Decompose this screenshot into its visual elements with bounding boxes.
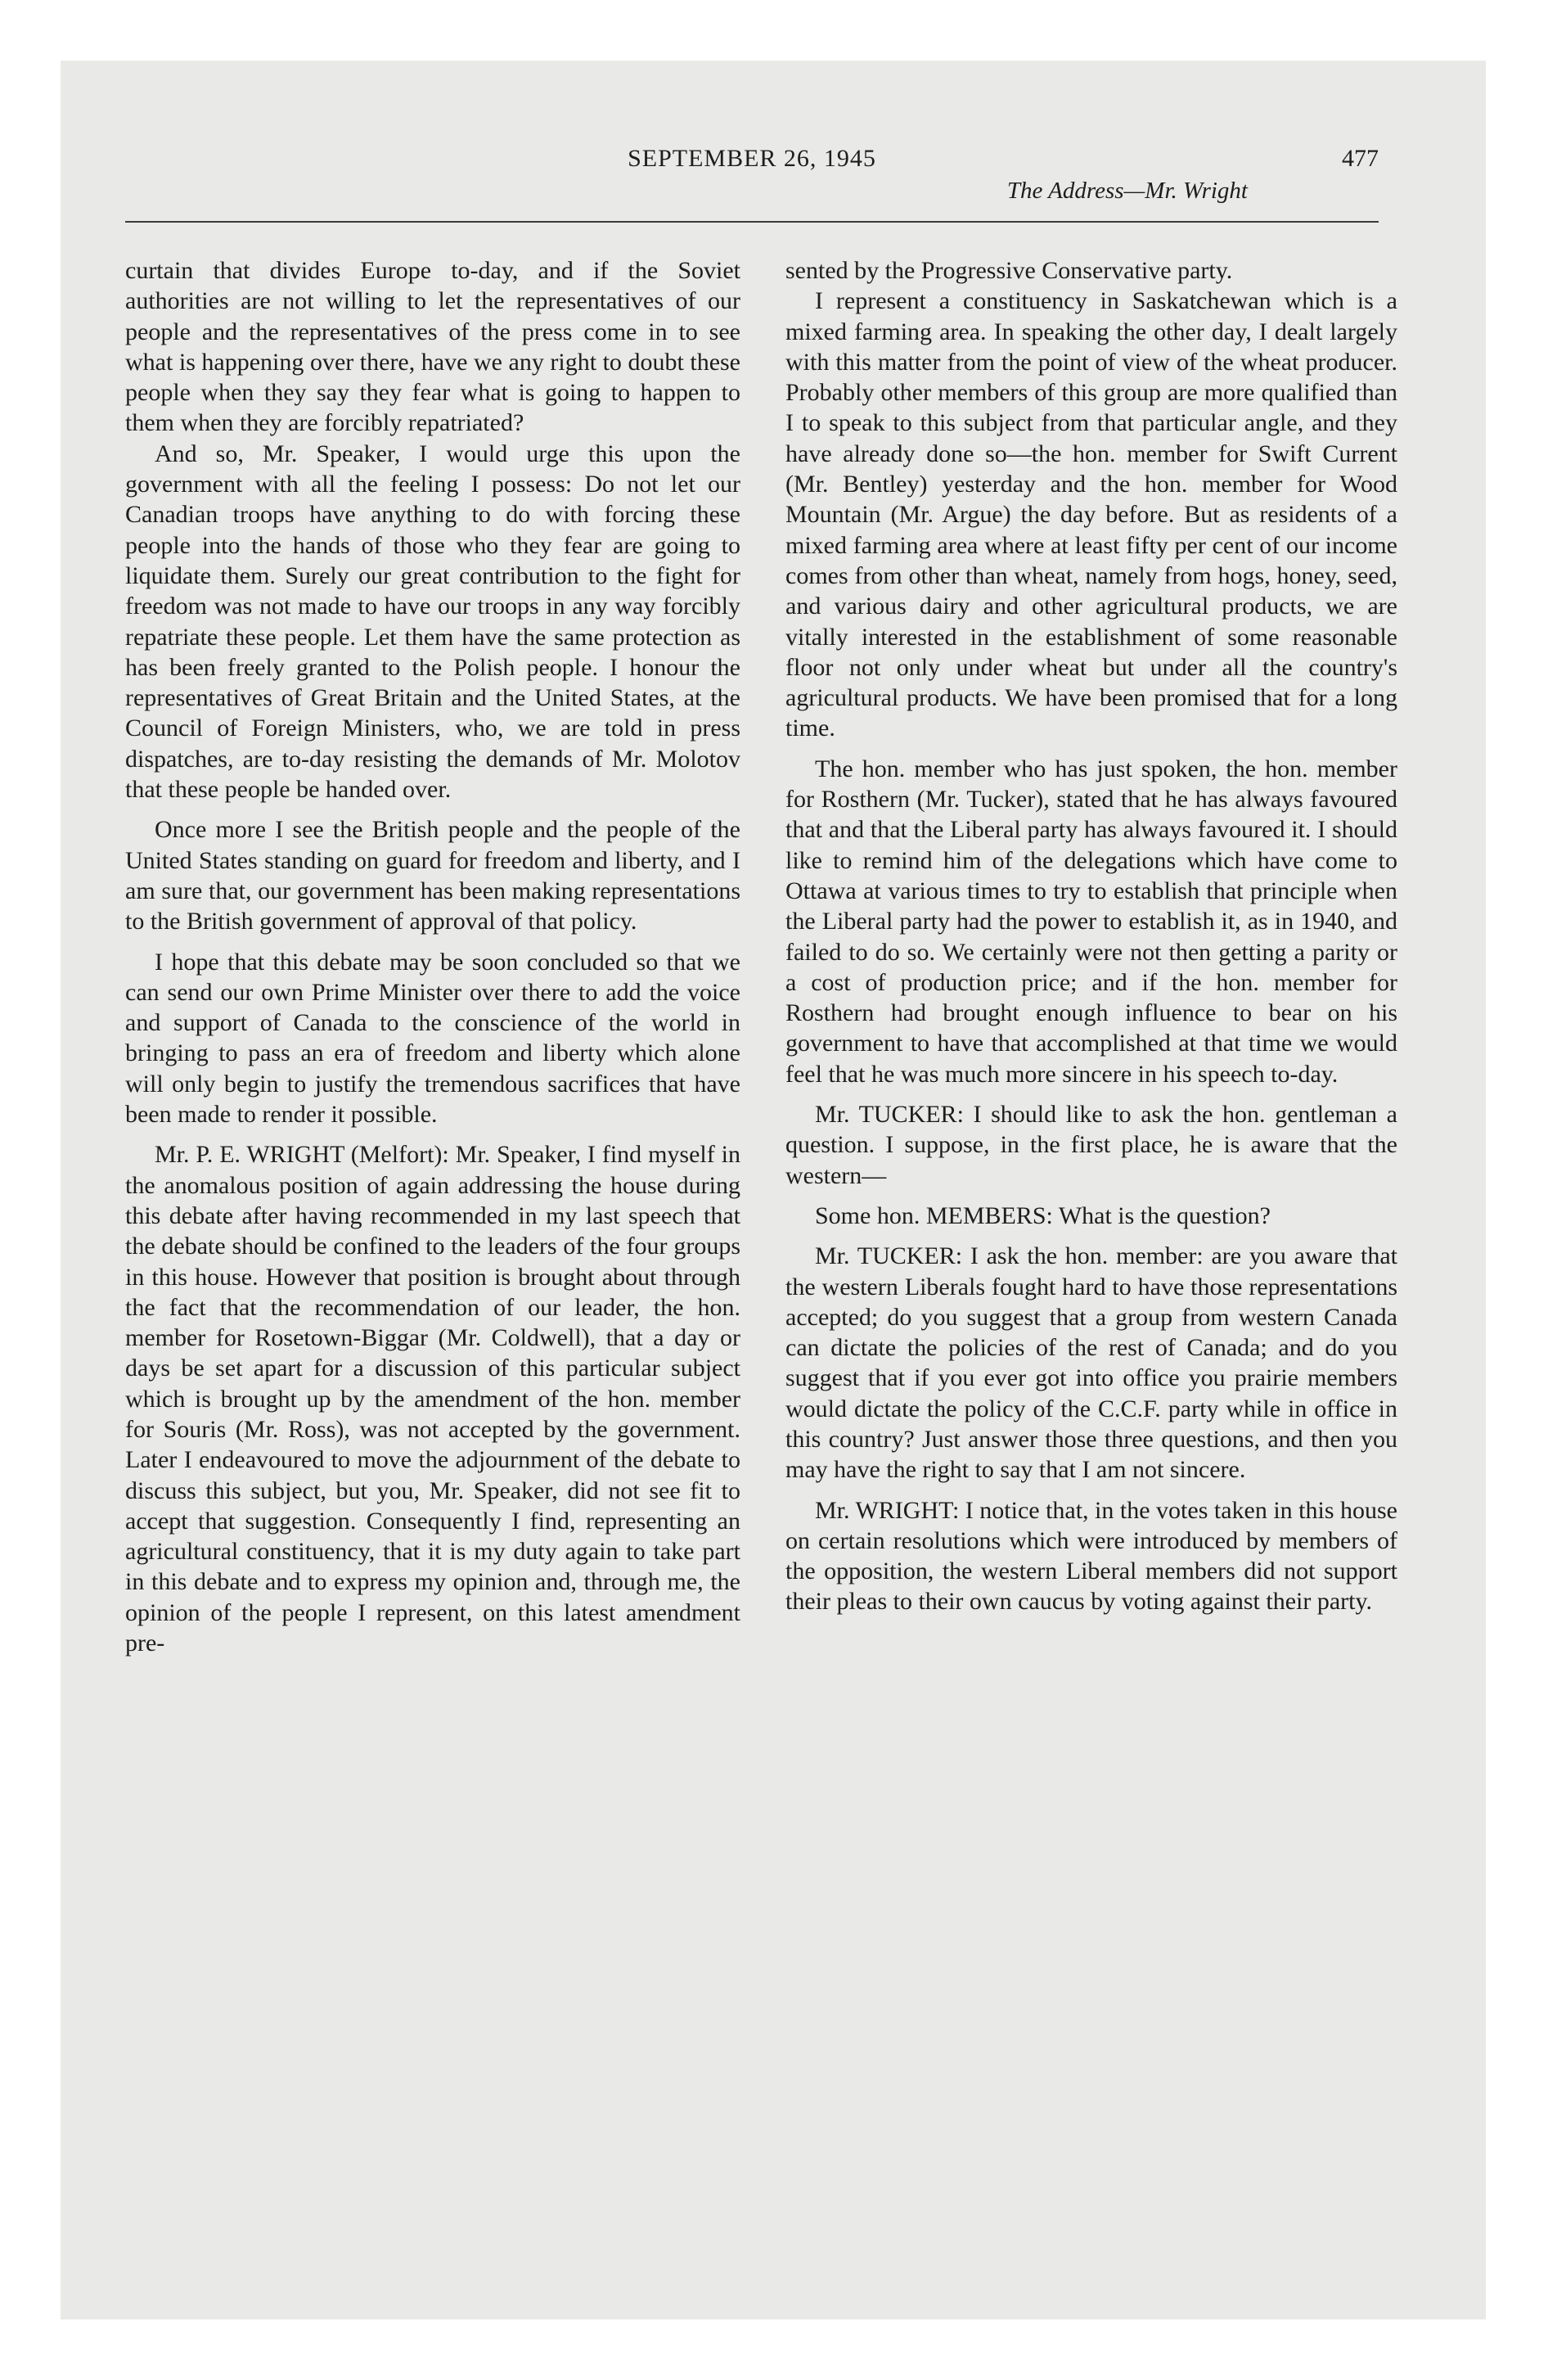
right-column xyxy=(785,255,1397,1617)
left-column xyxy=(125,255,740,1658)
header-date: SEPTEMBER 26, 1945 xyxy=(628,145,876,172)
paragraph: Mr. WRIGHT: I notice that, in the votes taken in this house on certain resolutions which were introduced by members of the opposition, the western Liberal members did not support their pleas to their own caucus by voting against their party. xyxy=(785,1496,1398,1616)
paragraph: Mr. TUCKER: I ask the hon. member: are you aware that the western Liberals fought hard to have those representations accepted; do you suggest that a group from western Canada can dictate the policies of the rest of Canada; and do you suggest that if you ever got into office you prairie members would dictate the policy of the C.C.F. party while in office in this country? Just answer those three questions, and then you may have the right to say that I am not sincere. xyxy=(785,1242,1397,1484)
paragraph: sented by the Progressive Conservative party. xyxy=(785,257,1233,284)
header-subtitle: The Address—Mr. Wright xyxy=(1006,178,1248,204)
paragraph: Once more I see the British people and the people of the United States standing on guard for freedom and liberty, and I am sure that, our government has been making representations to the British government of approval of that policy. xyxy=(125,816,740,935)
header-rule xyxy=(125,221,1379,223)
paragraph: The hon. member who has just spoken, the hon. member for Rosthern (Mr. Tucker), stated that he has always favoured that and that the Liberal party has always favoured it. I should like to remind him of the delegations which have come to Ottawa at various times to try to establish that principle when the Liberal party had the power to establish it, as in 1940, and failed to do so. We certainly were not then getting a parity or a cost of production price; and if the hon. member for Rosthern had brought enough influence to bear on his government to have that accomplished at that time we would feel that he was much more sincere in his speech to-day. xyxy=(785,755,1397,1088)
paragraph: Mr. P. E. WRIGHT (Melfort): Mr. Speaker, I find myself in the anomalous position of again addressing the house during this debate after having recommended in my last speech that the debate should be confined to the leaders of the four groups in this house. However that position is brought about through the fact that the recommendation of our leader, the hon. member for Rosetown-Biggar (Mr. Coldwell), that a day or days be set apart for a discussion of this particular subject which is brought up by the amendment of the hon. member for Souris (Mr. Ross), was not accepted by the government. Later I endeavoured to move the adjournment of the debate to discuss this subject, but you, Mr. Speaker, did not see fit to accept that suggestion. Consequently I find, representing an agricultural constituency, that it is my duty again to take part in this debate and to express my opinion and, through me, the opinion of the people I represent, on this latest amendment pre- xyxy=(125,1141,740,1657)
paragraph: I hope that this debate may be soon concluded so that we can send our own Prime Minister over there to add the voice and support of Canada to the conscience of the world in bringing to pass an era of freedom and liberty which alone will only begin to justify the tremendous sacrifices that have been made to render it possible. xyxy=(125,948,740,1129)
paragraph: I represent a constituency in Saskatchewan which is a mixed farming area. In speaking the other day, I dealt largely with this matter from the point of view of the wheat producer. Probably other members of this group are more qualified than I to speak to this subject from that particular angle, and they have already done so—the hon. member for Swift Current (Mr. Bentley) yesterday and the hon. member for Wood Mountain (Mr. Argue) the day before. But as residents of a mixed farming area where at least fifty per cent of our income comes from other than wheat, namely from hogs, honey, seed, and various dairy and other agricultural products, we are vitally interested in the establishment of some reasonable floor not only under wheat but under all the country's agricultural products. We have been promised that for a long time. xyxy=(785,287,1397,742)
paragraph: Some hon. MEMBERS: What is the question? xyxy=(815,1201,1271,1229)
page-header xyxy=(125,144,1379,213)
paragraph: Mr. TUCKER: I should like to ask the hon. gentleman a question. I suppose, in the first place, he is aware that the western— xyxy=(785,1101,1397,1189)
header-page-number: 477 xyxy=(1342,145,1379,172)
paragraph: curtain that divides Europe to-day, and if the Soviet authorities are not willing to let the representatives of our people and the representatives of the press come in to see what is happening over there, have we any right to doubt these people when they say they fear what is going to happen to them when they are forcibly repatriated? xyxy=(125,257,740,437)
paragraph: And so, Mr. Speaker, I would urge this upon the government with all the feeling I possess: Do not let our Canadian troops have anything to do with forcing these people into the hands of those who they fear are going to liquidate them. Surely our great contribution to the fight for freedom was not made to have our troops in any way forcibly repatriate these people. Let them have the same protection as has been freely granted to the Polish people. I honour the representatives of Great Britain and the United States, at the Council of Foreign Ministers, who, we are told in press dispatches, are to-day resisting the demands of Mr. Molotov that these people be handed over. xyxy=(125,439,740,804)
